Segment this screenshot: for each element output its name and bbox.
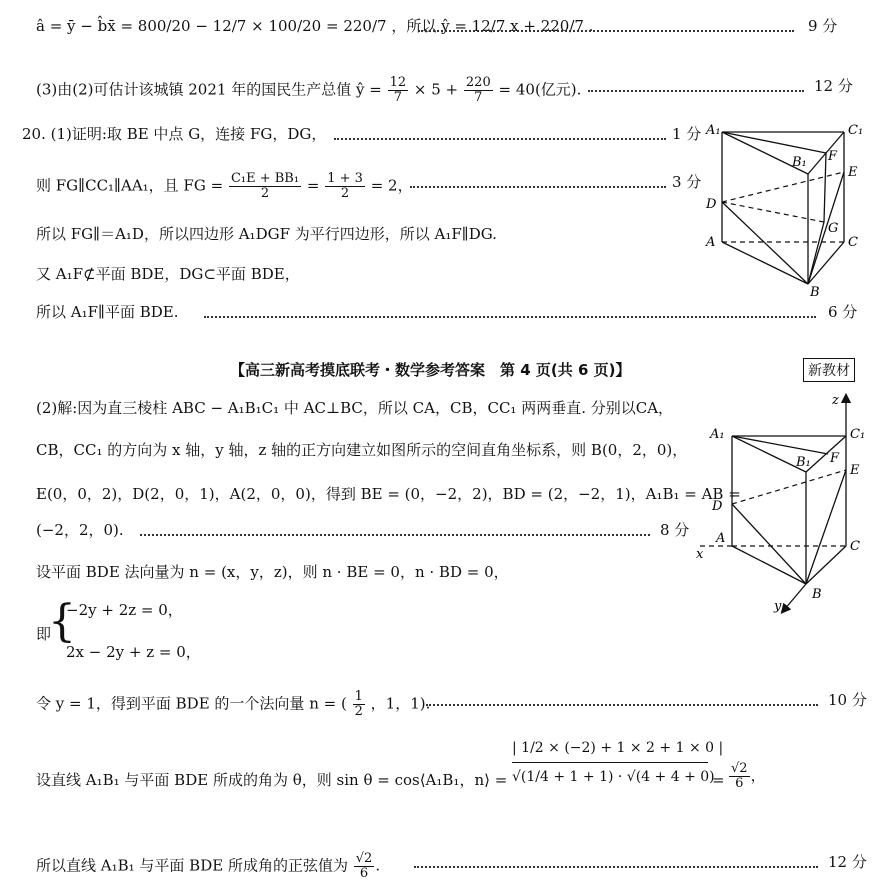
label-d: D [706, 197, 717, 212]
proof-line-1: 20. (1)证明:取 BE 中点 G，连接 FG，DG， [22, 125, 327, 143]
dot-leader [204, 316, 816, 318]
axis-z: z [832, 393, 839, 408]
label-c1: C₁ [850, 427, 866, 442]
label-f: F [828, 149, 838, 164]
dot-leader [414, 866, 818, 868]
label-b1: B₁ [796, 455, 811, 470]
conclusion-line: 所以直线 A₁B₁ 与平面 BDE 所成角的正弦值为 $\frac{√2}{6}$ . [36, 851, 381, 881]
label-f: F [830, 451, 840, 466]
fraction-root2-6b: $\frac{√2}{6}$ [355, 851, 373, 881]
equation-1: −2y + 2z = 0， [66, 601, 183, 619]
score-3: 3 分 [672, 173, 702, 191]
proof-line-5: 所以 A₁F∥平面 BDE. [36, 303, 179, 321]
fraction-one-half: $\frac{1}{2}$ [354, 689, 363, 719]
label-e: E [850, 463, 860, 478]
dot-leader [426, 704, 818, 706]
proof-line-2: 则 FG∥CC₁∥AA₁，且 FG = $\frac{\text{C₁E + BB₁}}{2}$ = $\frac{1 + 3}{2}$ = 2， [36, 171, 413, 201]
prism-figure-1 [700, 122, 870, 300]
dot-leader [588, 90, 804, 92]
label-g: G [828, 221, 839, 236]
textbook-badge: 新教材 [803, 358, 855, 382]
equation-2: 2x − 2y + z = 0， [66, 643, 201, 661]
fraction-12-7: $\frac{12}{7}$ [389, 75, 407, 105]
normal-vector-line: 设平面 BDE 法向量为 n = (x，y，z)，则 n · BE = 0，n · BD = 0， [36, 563, 509, 581]
label-e: E [848, 165, 858, 180]
label-c: C [848, 235, 858, 250]
system-label: 即 [36, 625, 52, 643]
score-8: 8 分 [660, 521, 690, 539]
label-a1: A₁ [710, 427, 725, 442]
prism-coordinate-figure [690, 392, 880, 618]
sine-equals: = [712, 771, 725, 789]
dot-leader [140, 534, 650, 536]
fraction-fg: $\frac{\text{C₁E + BB₁}}{2}$ [230, 171, 300, 201]
proof-line-3: 所以 FG∥＝A₁D，所以四边形 A₁DGF 为平行四边形，所以 A₁F∥DG. [36, 225, 497, 243]
system-brace: { [48, 596, 76, 647]
sine-fraction: | 1/2 × (−2) + 1 × 2 + 1 × 0 | √(1/4 + 1 + 1) · √(4 + 4 + 0) [512, 740, 724, 785]
fraction-220-7: $\frac{220}{7}$ [465, 75, 491, 105]
solution-line-1: (2)解:因为直三棱柱 ABC − A₁B₁C₁ 中 AC⊥BC，所以 CA，CB，CC₁ 两两垂直. 分别以CA， [36, 399, 674, 417]
dot-leader [410, 186, 666, 188]
solution-line-3: E(0，0，2)，D(2，0，1)，A(2，0，0)，得到 BE = (0，−2，2)，BD = (2，−2，1)，A₁B₁ = AB = [36, 485, 741, 503]
formula-a-hat: â = ȳ − b̂x̄ = 800/20 − 12/7 × 100/20 = 220/7 ，所以 ŷ = 12/7 x + 220/7 . [36, 17, 594, 35]
axis-x: x [696, 547, 704, 562]
score-12: 12 分 [814, 77, 853, 95]
score-9: 9 分 [808, 17, 838, 35]
score-6: 6 分 [828, 303, 858, 321]
label-a: A [706, 235, 716, 250]
score-1: 1 分 [672, 125, 702, 143]
label-a1: A₁ [706, 123, 721, 138]
dot-leader [334, 138, 666, 140]
page-header: 【高三新高考摸底联考・数学参考答案 第 4 页(共 6 页)】 [230, 361, 631, 379]
label-b: B [812, 587, 822, 602]
axis-y: y [774, 599, 782, 614]
normal-vector-result: 令 y = 1，得到平面 BDE 的一个法向量 n = ( $\frac{1}{2}$ ，1，1). [36, 689, 431, 719]
label-a: A [716, 531, 726, 546]
estimate-line: (3)由(2)可估计该城镇 2021 年的国民生产总值 ŷ = $\frac{12}{7}$ × 5 + $\frac{220}{7}$ = 40(亿元). [36, 75, 582, 105]
label-c1: C₁ [848, 123, 864, 138]
solution-line-4: (−2，2，0). [36, 521, 124, 539]
sine-formula-lead: 设直线 A₁B₁ 与平面 BDE 所成的角为 θ，则 sin θ = cos⟨A₁B₁，n⟩ = [36, 771, 508, 789]
score-10: 10 分 [828, 691, 867, 709]
score-12-final: 12 分 [828, 853, 867, 871]
proof-line-4: 又 A₁F⊄平面 BDE，DG⊂平面 BDE， [36, 265, 300, 283]
solution-line-2: CB，CC₁ 的方向为 x 轴，y 轴，z 轴的正方向建立如图所示的空间直角坐标系，则 B(0，2，0)， [36, 441, 688, 459]
sine-result: $\frac{√2}{6}$ ， [731, 761, 766, 791]
fraction-1-3: $\frac{1 + 3}{2}$ [327, 171, 363, 201]
label-d: D [712, 499, 723, 514]
label-b: B [810, 285, 820, 300]
label-b1: B₁ [792, 155, 807, 170]
fraction-root2-6: $\frac{√2}{6}$ [731, 761, 748, 791]
dot-leader [418, 30, 794, 32]
label-c: C [850, 539, 860, 554]
